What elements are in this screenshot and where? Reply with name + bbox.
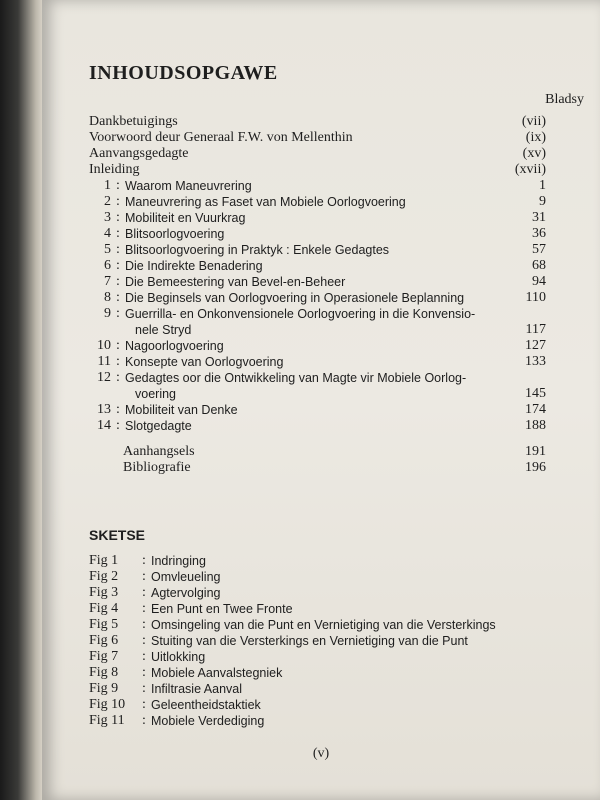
- appendix-title: Aanhangsels: [123, 444, 195, 459]
- chapter-number: 9: [104, 306, 111, 321]
- chapter-number: 12: [97, 370, 111, 385]
- chapter-title: Maneuvrering as Faset van Mobiele Oorlogvoering: [125, 195, 406, 209]
- table-of-contents: [89, 114, 546, 476]
- chapter-title: Konsepte van Oorlogvoering: [125, 355, 284, 369]
- toc-appendix-row: [89, 460, 546, 476]
- separator: :: [142, 681, 146, 696]
- toc-page-number: 57: [532, 242, 546, 257]
- chapter-number: 1: [104, 178, 111, 193]
- toc-chapter-row: [89, 242, 546, 258]
- toc-page-number: 117: [525, 322, 546, 337]
- toc-page-number: 68: [532, 258, 546, 273]
- toc-chapter-row: [89, 194, 546, 210]
- appendix-title: Bibliografie: [123, 460, 191, 475]
- chapter-title-line: Guerrilla- en Onkonvensionele Oorlogvoering in die Konvensio-: [125, 307, 476, 321]
- toc-page-number: (xvii): [514, 162, 546, 177]
- figure-title: Een Punt en Twee Fronte: [151, 602, 293, 616]
- chapter-title: [125, 370, 500, 402]
- separator: :: [142, 569, 146, 584]
- separator: :: [116, 258, 120, 273]
- separator: :: [116, 338, 120, 353]
- toc-page-number: 110: [525, 290, 546, 305]
- separator: :: [116, 306, 120, 321]
- separator: :: [116, 290, 120, 305]
- chapter-title: [125, 306, 500, 338]
- toc-chapter-row: [89, 178, 546, 194]
- chapter-title: Die Bemeestering van Bevel-en-Beheer: [125, 275, 346, 289]
- toc-chapter-row: [89, 370, 546, 402]
- toc-page-number: 36: [532, 226, 546, 241]
- chapter-title: Die Beginsels van Oorlogvoering in Operasionele Beplanning: [125, 291, 465, 305]
- toc-chapter-row: [89, 210, 546, 226]
- figure-title: Agtervolging: [151, 586, 221, 600]
- figure-label: Fig 3: [89, 585, 119, 600]
- toc-chapter-row: [89, 338, 546, 354]
- toc-page-number: 191: [525, 444, 546, 459]
- toc-page-number: 133: [525, 354, 546, 369]
- figure-title: Mobiele Verdediging: [151, 714, 265, 728]
- chapter-title: Die Indirekte Benadering: [125, 259, 263, 273]
- figure-label: Fig 9: [89, 681, 119, 696]
- separator: :: [142, 713, 146, 728]
- chapter-title: Mobiliteit en Vuurkrag: [125, 211, 246, 225]
- chapter-title-line: nele Stryd: [135, 323, 192, 337]
- separator: :: [116, 178, 120, 193]
- toc-chapter-row: [89, 274, 546, 290]
- figure-row: [89, 553, 529, 569]
- chapter-number: 5: [104, 242, 111, 257]
- figure-title: Uitlokking: [151, 650, 206, 664]
- figure-title: Mobiele Aanvalstegniek: [151, 666, 283, 680]
- separator: :: [142, 633, 146, 648]
- toc-chapter-row: [89, 306, 546, 338]
- chapter-title: Blitsoorlogvoering: [125, 227, 225, 241]
- toc-entry-title: Inleiding: [89, 162, 140, 177]
- figure-row: [89, 681, 529, 697]
- figure-row: [89, 665, 529, 681]
- chapter-title: Mobiliteit van Denke: [125, 403, 238, 417]
- chapter-number: 6: [104, 258, 111, 273]
- separator: :: [142, 585, 146, 600]
- toc-appendix-row: [89, 444, 546, 460]
- figure-title: Geleentheidstaktiek: [151, 698, 261, 712]
- separator: :: [142, 665, 146, 680]
- chapter-title: Slotgedagte: [125, 419, 192, 433]
- separator: :: [116, 370, 120, 385]
- toc-prelim-row: [89, 114, 546, 130]
- chapter-number: 3: [104, 210, 111, 225]
- toc-page-number: 145: [525, 386, 546, 401]
- chapter-number: 11: [97, 354, 111, 369]
- figure-row: [89, 601, 529, 617]
- toc-page-number: (xv): [522, 146, 546, 161]
- separator: :: [142, 601, 146, 616]
- chapter-title: Blitsoorlogvoering in Praktyk : Enkele Gedagtes: [125, 243, 390, 257]
- figure-row: [89, 697, 529, 713]
- toc-page-number: 174: [525, 402, 546, 417]
- toc-page-number: 94: [532, 274, 546, 289]
- chapter-title: Nagoorlogvoering: [125, 339, 224, 353]
- chapter-number: 7: [104, 274, 111, 289]
- page-column-header: Bladsy: [545, 92, 584, 107]
- figure-label: Fig 10: [89, 697, 126, 712]
- separator: :: [116, 354, 120, 369]
- book-page: [42, 0, 600, 800]
- chapter-number: 2: [104, 194, 111, 209]
- separator: :: [116, 226, 120, 241]
- toc-page-number: 196: [525, 460, 546, 475]
- toc-page-number: (ix): [525, 130, 546, 145]
- figure-label: Fig 2: [89, 569, 119, 584]
- figure-row: [89, 633, 529, 649]
- toc-page-number: 188: [525, 418, 546, 433]
- separator: :: [142, 553, 146, 568]
- figure-title: Indringing: [151, 554, 206, 568]
- toc-page-number: 1: [539, 178, 546, 193]
- toc-chapter-row: [89, 258, 546, 274]
- figure-title: Infiltrasie Aanval: [151, 682, 243, 696]
- separator: :: [142, 697, 146, 712]
- separator: :: [116, 242, 120, 257]
- figure-title: Omsingeling van die Punt en Vernietiging van die Versterkings: [151, 618, 496, 632]
- figure-row: [89, 713, 529, 729]
- page-folio: (v): [312, 746, 330, 761]
- book-gutter: [0, 0, 45, 800]
- toc-page-number: (vii): [521, 114, 546, 129]
- page-title: INHOUDSOPGAWE: [89, 62, 278, 84]
- figure-label: Fig 8: [89, 665, 119, 680]
- figures-heading: SKETSE: [89, 527, 146, 543]
- figure-label: Fig 6: [89, 633, 119, 648]
- chapter-title: Waarom Maneuvrering: [125, 179, 252, 193]
- toc-page-number: 127: [525, 338, 546, 353]
- toc-prelim-row: [89, 130, 546, 146]
- figure-row: [89, 617, 529, 633]
- chapter-number: 13: [97, 402, 111, 417]
- chapter-number: 10: [97, 338, 111, 353]
- separator: :: [116, 194, 120, 209]
- chapter-title-line: Gedagtes oor die Ontwikkeling van Magte vir Mobiele Oorlog-: [125, 371, 467, 385]
- separator: :: [142, 649, 146, 664]
- toc-chapter-row: [89, 402, 546, 418]
- toc-entry-title: Dankbetuigings: [89, 114, 178, 129]
- spacer: [89, 434, 546, 444]
- figure-label: Fig 1: [89, 553, 119, 568]
- toc-chapter-row: [89, 354, 546, 370]
- toc-chapter-row: [89, 226, 546, 242]
- toc-chapter-row: [89, 290, 546, 306]
- chapter-title-line: voering: [135, 387, 176, 401]
- toc-page-number: 9: [539, 194, 546, 209]
- figure-row: [89, 649, 529, 665]
- chapter-number: 14: [97, 418, 111, 433]
- figure-label: Fig 4: [89, 601, 119, 616]
- figure-label: Fig 7: [89, 649, 119, 664]
- toc-entry-title: Aanvangsgedagte: [89, 146, 189, 161]
- separator: :: [116, 402, 120, 417]
- separator: :: [116, 274, 120, 289]
- figure-title: Stuiting van die Versterkings en Vernietiging van die Punt: [151, 634, 468, 648]
- chapter-number: 8: [104, 290, 111, 305]
- toc-prelim-row: [89, 146, 546, 162]
- chapter-number: 4: [104, 226, 111, 241]
- figure-label: Fig 5: [89, 617, 119, 632]
- figure-row: [89, 585, 529, 601]
- figure-row: [89, 569, 529, 585]
- toc-page-number: 31: [532, 210, 546, 225]
- figures-list: [89, 553, 529, 729]
- separator: :: [142, 617, 146, 632]
- figure-title: Omvleueling: [151, 570, 221, 584]
- figure-label: Fig 11: [89, 713, 125, 728]
- separator: :: [116, 418, 120, 433]
- separator: :: [116, 210, 120, 225]
- toc-chapter-row: [89, 418, 546, 434]
- toc-entry-title: Voorwoord deur Generaal F.W. von Mellenthin: [89, 130, 353, 145]
- toc-prelim-row: [89, 162, 546, 178]
